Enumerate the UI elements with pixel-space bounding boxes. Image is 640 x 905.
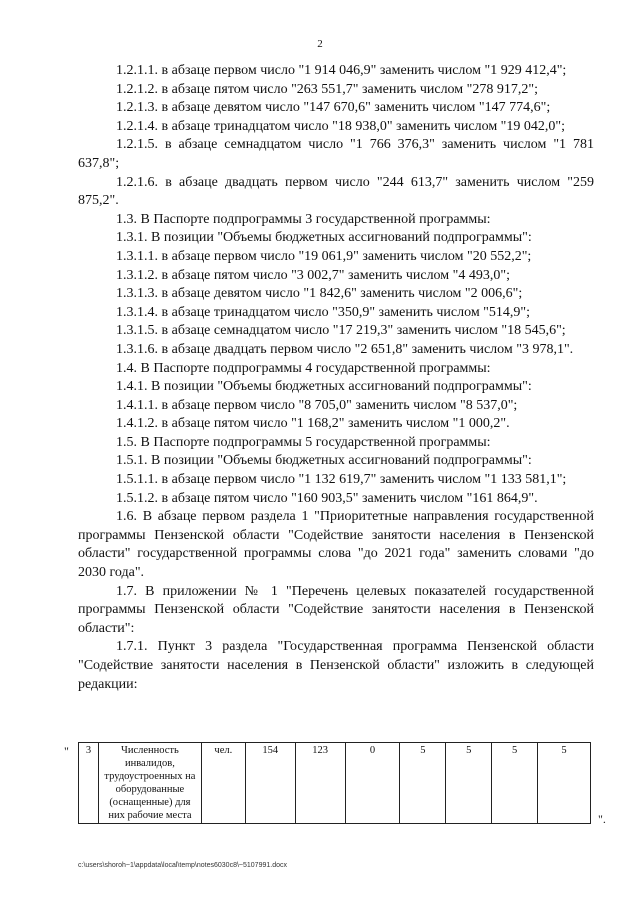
paragraph: 1.5. В Паспорте подпрограммы 5 государственной программы:: [116, 434, 491, 450]
table-cell: 5: [538, 743, 591, 824]
table-row: [79, 743, 591, 824]
paragraph: 1.3.1.3. в абзаце девятом число "1 842,6" заменить числом "2 006,6";: [116, 286, 523, 302]
paragraph: 1.2.1.5. в абзаце семнадцатом число "1 766 376,3" заменить числом "1 781 637,8";: [78, 137, 594, 171]
paragraph: 1.2.1.6. в абзаце двадцать первом число "244 613,7" заменить числом "259 875,2".: [78, 174, 594, 209]
paragraph: 1.3.1. В позиции "Объемы бюджетных ассигнований подпрограммы":: [116, 230, 532, 246]
paragraph: 1.7. В приложении № 1 "Перечень целевых показателей государственной программы Пензенской области "Содействие занятости населения в Пензенской области":: [78, 583, 594, 636]
paragraph: 1.4.1.2. в абзаце пятом число "1 168,2" заменить числом "1 000,2".: [116, 416, 510, 432]
table-cell: 5: [492, 743, 538, 824]
paragraph: 1.2.1.1. в абзаце первом число "1 914 046,9" заменить числом "1 929 412,4";: [116, 63, 567, 78]
paragraph: 1.4. В Паспорте подпрограммы 4 государственной программы:: [116, 360, 491, 376]
paragraph: 1.5.1.1. в абзаце первом число "1 132 619,7" заменить числом "1 133 581,1";: [116, 472, 567, 488]
table-cell: 0: [345, 743, 400, 824]
file-path-footer: c:\users\shoroh~1\appdata\local\temp\notes6030c8\~5107991.docx: [78, 862, 287, 869]
paragraph: 1.2.1.4. в абзаце тринадцатом число "18 938,0" заменить числом "19 042,0";: [116, 118, 565, 134]
paragraph: 1.3.1.4. в абзаце тринадцатом число "350,9" заменить числом "514,9";: [116, 304, 530, 320]
document-body: [78, 62, 594, 694]
paragraph: 1.3.1.2. в абзаце пятом число "3 002,7" заменить числом "4 493,0";: [116, 267, 510, 283]
paragraph: 1.7.1. Пункт 3 раздела "Государственная программа Пензенской области "Содействие занятости населения в Пензенской области" изложить в следующей редакции:: [78, 639, 594, 692]
opening-quote: ": [64, 744, 69, 758]
paragraph: 1.2.1.3. в абзаце девятом число "147 670,6" заменить числом "147 774,6";: [116, 100, 551, 116]
paragraph: 1.2.1.2. в абзаце пятом число "263 551,7" заменить числом "278 917,2";: [116, 81, 538, 97]
paragraph: 1.3. В Паспорте подпрограммы 3 государственной программы:: [116, 211, 491, 227]
table-cell: 5: [446, 743, 492, 824]
paragraph: 1.4.1. В позиции "Объемы бюджетных ассигнований подпрограммы":: [116, 379, 532, 395]
table-cell: 154: [245, 743, 295, 824]
table-cell: чел.: [201, 743, 245, 824]
table-cell: Численность инвалидов, трудоустроенных на оборудованные (оснащенные) для них рабочие места: [98, 743, 201, 824]
paragraph: 1.4.1.1. в абзаце первом число "8 705,0" заменить числом "8 537,0";: [116, 397, 518, 413]
paragraph: 1.5.1.2. в абзаце пятом число "160 903,5" заменить числом "161 864,9".: [116, 490, 538, 506]
indicator-table: [78, 742, 591, 824]
paragraph: 1.3.1.6. в абзаце двадцать первом число "2 651,8" заменить числом "3 978,1".: [116, 341, 574, 357]
paragraph: 1.3.1.1. в абзаце первом число "19 061,9" заменить числом "20 552,2";: [116, 248, 532, 264]
closing-quote: ".: [598, 812, 606, 826]
table-cell: 123: [295, 743, 345, 824]
page-number: 2: [317, 38, 323, 50]
paragraph: 1.6. В абзаце первом раздела 1 "Приоритетные направления государственной программы Пензенской области "Содействие занятости населения в Пензенской области" государственной программы слова "до 2021 года" заменить словами "до 2030 года".: [78, 509, 594, 581]
table-cell: 5: [400, 743, 446, 824]
paragraph: 1.3.1.5. в абзаце семнадцатом число "17 219,3" заменить числом "18 545,6";: [116, 323, 566, 339]
paragraph: 1.5.1. В позиции "Объемы бюджетных ассигнований подпрограммы":: [116, 453, 532, 469]
table-cell: 3: [79, 743, 99, 824]
